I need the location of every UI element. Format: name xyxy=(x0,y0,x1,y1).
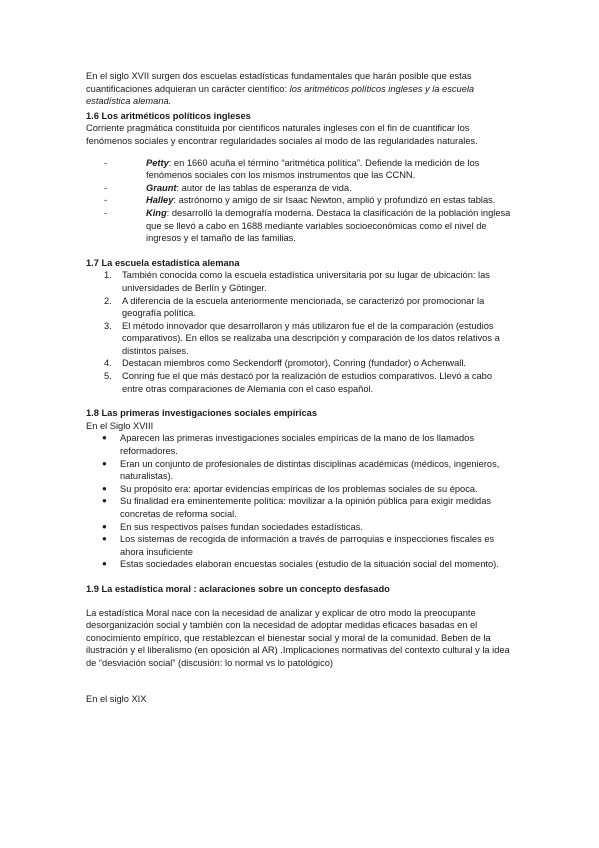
list-item xyxy=(86,533,513,558)
dash-marker: - xyxy=(104,195,108,206)
section-1-6-list xyxy=(86,157,513,245)
list-item-text: En sus respectivos países fundan sociedades estadísticas. xyxy=(120,521,363,532)
list-item-text: : astrónomo y amigo de sir Isaac Newton, amplió y profundizó en estas tablas. xyxy=(173,195,496,206)
section-1-9-text: La estadística Moral nace con la necesidad de analizar y explicar de otro modo la preocupante desorganización social y también con la necesidad de adoptar medidas eficaces basadas en el conocimiento empírico, que restablezcan el bienestar social y moral de la comunidad. Beben de la ilustración y el liberalismo (en oposición al AR) .Implicaciones normativas del contexto cultural y la idea de “desviación social” (discusión: lo normal vs lo patológico) xyxy=(86,607,510,668)
author-name: Petty xyxy=(146,157,169,168)
list-item-text: : desarrolló la demografía moderna. Destaca la clasificación de la población inglesa que se llevó a cabo en 1688 mediante variables socioeconómicas como el nivel de ingresos y el tamaño de las familias. xyxy=(146,207,511,244)
list-number: 5. xyxy=(104,371,112,382)
list-number: 1. xyxy=(104,270,112,281)
intro-text: En el siglo XVII surgen dos escuelas estadísticas fundamentales que harán posible que estas cuantificaciones adquieran un carácter científico: xyxy=(86,71,472,94)
dash-marker: - xyxy=(104,182,108,193)
list-item xyxy=(86,370,513,395)
list-item-text: Estas sociedades elaboran encuestas sociales (estudio de la situación social del momento). xyxy=(120,559,499,570)
list-item xyxy=(86,558,513,571)
list-number: 4. xyxy=(104,358,112,369)
list-item xyxy=(86,521,513,534)
list-item xyxy=(86,182,513,195)
bullet-icon: ● xyxy=(102,483,107,493)
list-item-text: El método innovador que desarrollaron y más utilizaron fue el de la comparación (estudios comparativos). En ellos se realizaba una descripción y comparación de los datos relativos a distintos países. xyxy=(122,320,500,356)
footer-text: En el siglo XIX xyxy=(86,693,147,704)
section-1-6-heading: 1.6 Los aritméticos políticos ingleses xyxy=(86,110,251,121)
list-number: 3. xyxy=(104,320,112,331)
section-1-6-text: Corriente pragmática constituida por científicos naturales ingleses con el fin de cuantificar los fenómenos sociales y encontrar regularidades sociales al modo de las regularidades naturales. xyxy=(86,123,478,146)
bullet-icon: ● xyxy=(102,433,107,443)
list-item xyxy=(86,295,513,320)
list-item-text: : en 1660 acuña el término “aritmética política”. Defiende la medición de los fenómenos sociales con los mismos instrumentos que las CCNN. xyxy=(146,157,480,181)
list-item xyxy=(86,207,513,245)
list-item-text: Los sistemas de recogida de información a través de parroquias e inspecciones fiscales es ahora insuficiente xyxy=(120,534,495,557)
bullet-icon: ● xyxy=(102,458,107,468)
section-1-8-subtitle: En el Siglo XVIII xyxy=(86,420,154,431)
list-item xyxy=(86,269,513,294)
list-item xyxy=(86,432,513,457)
dash-marker: - xyxy=(104,207,108,218)
section-1-9-heading: 1.9 La estadística moral : aclaraciones sobre un concepto desfasado xyxy=(86,583,390,594)
author-name: King xyxy=(146,207,167,218)
section-1-7-heading: 1.7 La escuela estadística alemana xyxy=(86,257,240,268)
intro-paragraph xyxy=(86,70,513,108)
list-item-text: Su propósito era: aportar evidencias empíricas de los problemas sociales de su época. xyxy=(120,483,478,494)
list-number: 2. xyxy=(104,295,112,306)
list-item-text: También conocida como la escuela estadística universitaria por su lugar de ubicación: las universidades de Berlín y Götinger. xyxy=(122,270,490,293)
bullet-icon: ● xyxy=(102,559,107,569)
list-item-text: Aparecen las primeras investigaciones sociales empíricas de la mano de los llamados reformadores. xyxy=(120,433,474,457)
intro-italic: los aritméticos políticos ingleses y la escuela estadística alemana. xyxy=(86,83,475,107)
list-item-text: Destacan miembros como Seckendorff (promotor), Conring (fundador) o Achenwall. xyxy=(122,358,466,369)
list-item xyxy=(86,483,513,496)
list-item xyxy=(86,157,513,182)
author-name: Graunt xyxy=(146,182,177,193)
list-item xyxy=(86,194,513,207)
list-item-text: A diferencia de la escuela anteriormente mencionada, se caracterizó por promocionar la geografía política. xyxy=(122,295,485,319)
section-1-8-list xyxy=(86,432,513,571)
list-item xyxy=(86,357,513,370)
bullet-icon: ● xyxy=(102,521,107,531)
section-1-7-list xyxy=(86,269,513,395)
list-item-text: Eran un conjunto de profesionales de distintas disciplinas académicas (médicos, ingenieros, naturalistas). xyxy=(120,458,500,482)
section-1-8-heading: 1.8 Las primeras investigaciones sociales empíricas xyxy=(86,408,317,419)
list-item-text: Conring fue el que más destacó por la realización de estudios comparativos. Llevó a cabo entre otras comparaciones de Alemania con el caso español. xyxy=(122,371,493,394)
list-item xyxy=(86,458,513,483)
list-item-text: Su finalidad era eminentemente política: movilizar a la opinión pública para exigir medidas concretas de reforma social. xyxy=(120,496,492,519)
list-item xyxy=(86,320,513,358)
bullet-icon: ● xyxy=(102,496,107,506)
list-item-text: : autor de las tablas de esperanza de vida. xyxy=(176,182,352,193)
author-name: Halley xyxy=(146,195,174,206)
list-item xyxy=(86,495,513,520)
bullet-icon: ● xyxy=(102,534,107,544)
dash-marker: - xyxy=(104,157,108,168)
